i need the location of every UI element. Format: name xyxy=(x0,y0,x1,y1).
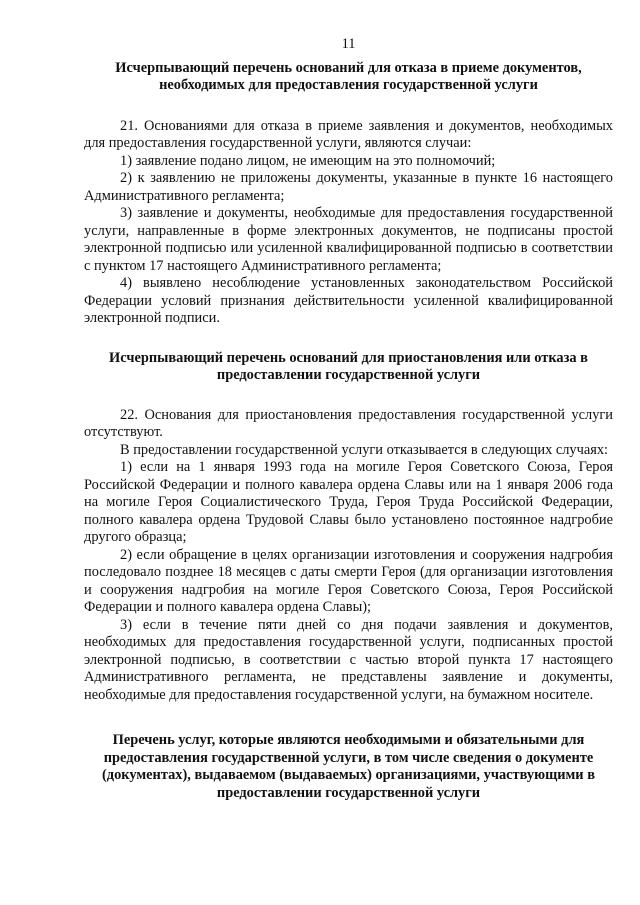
paragraph-21-item-1: 1) заявление подано лицом, не имеющим на это полномочий; xyxy=(120,152,496,169)
page-number: 11 xyxy=(341,36,356,52)
paragraph-21-item-4: 4) выявлено несоблюдение установленных законодательством Российской Федерации условий признания действительности усиленной квалифицированной электронной подписи. xyxy=(84,275,613,326)
paragraph-22-intro: 22. Основания для приостановления предоставления государственной услуги отсутствуют. xyxy=(84,406,613,440)
heading-suspension-refusal: Исчерпывающий перечень оснований для приостановления или отказа в предоставлении государственной услуги xyxy=(109,349,588,383)
heading-required-services: Перечень услуг, которые являются необходимыми и обязательными для предоставления государственной услуги, в том числе сведения о документе (документах), выдаваемом (выдаваемых) организациями, участвующими в предоставлении государственной услуги xyxy=(102,732,595,801)
heading-refusal-acceptance: Исчерпывающий перечень оснований для отказа в приеме документов, необходимых для предоставления государственной услуги xyxy=(115,59,582,93)
paragraph-21-item-3: 3) заявление и документы, необходимые для предоставления государственной услуги, направленные в форме электронных документов, не подписаны простой электронной подписью или усиленной квалифицированной подписью в соответствии с пунктом 17 настоящего Административного регламента; xyxy=(84,205,613,274)
paragraph-21-intro: 21. Основаниями для отказа в приеме заявления и документов, необходимых для предоставления государственной услуги, являются случаи: xyxy=(84,117,613,151)
paragraph-22-item-3: 3) если в течение пяти дней со дня подачи заявления и документов, необходимых для предоставления государственной услуги, подписанных простой электронной подписью, в соответствии с частью второй пункта 17 настоящего Административного регламента, не представлены заявление и документы, необходимые для предоставления государственной услуги, на бумажном носителе. xyxy=(84,616,613,703)
paragraph-22-refusal-intro: В предоставлении государственной услуги отказывается в следующих случаях: xyxy=(120,441,609,458)
paragraph-21-item-2: 2) к заявлению не приложены документы, указанные в пункте 16 настоящего Административного регламента; xyxy=(84,170,613,204)
paragraph-22-item-1: 1) если на 1 января 1993 года на могиле Героя Советского Союза, Героя Российской Федерации и полного кавалера ордена Славы или на 1 января 2006 года на могиле Героя Социалистического Труда, Героя Труда Российской Федерации, полного кавалера ордена Трудовой Славы было установлено постоянное надгробие другого образца; xyxy=(84,459,613,545)
paragraph-22-item-2: 2) если обращение в целях организации изготовления и сооружения надгробия последовало позднее 18 месяцев с даты смерти Героя (для организации изготовления и сооружения надгробия на могиле Героя Советского Союза, Героя Российской Федерации и полного кавалера ордена Славы); xyxy=(84,546,613,615)
